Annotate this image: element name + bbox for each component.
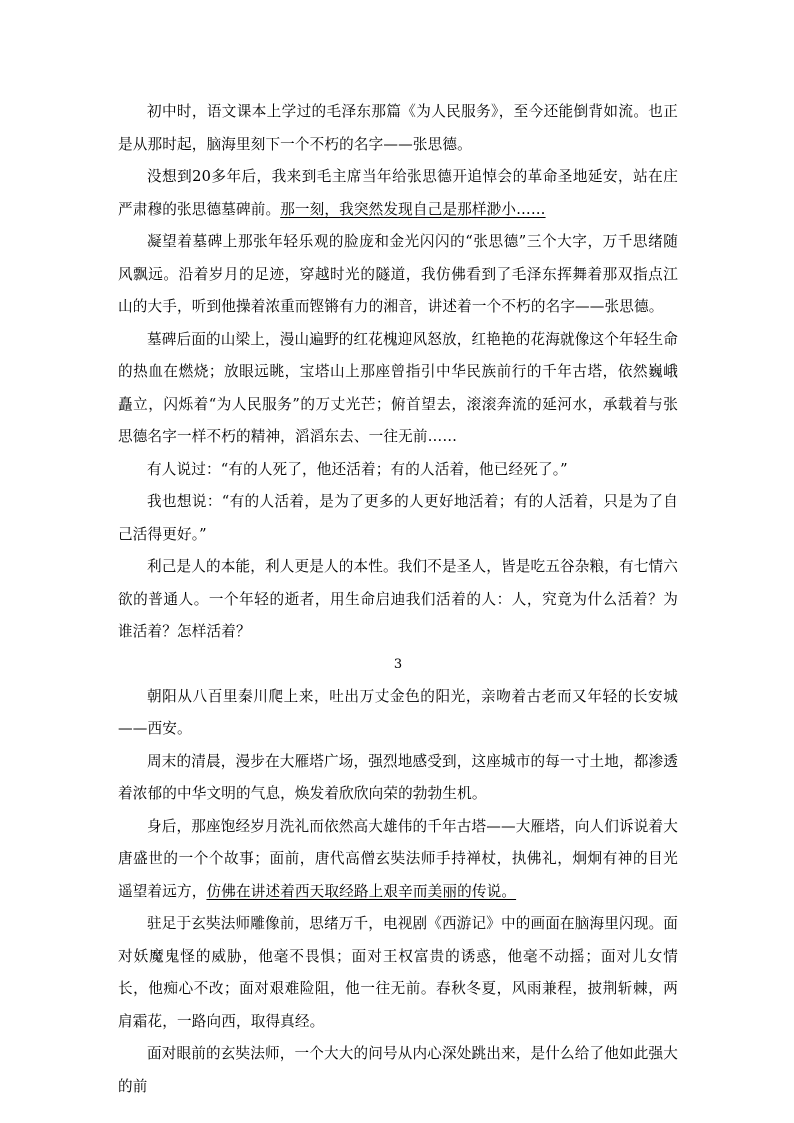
- paragraph: 利己是人的本能，利人更是人的本性。我们不是圣人，皆是吃五谷杂粮，有七情六欲的普通人。一个年轻的逝者，用生命启迪我们活着的人：人，究竟为什么活着？为谁活着？怎样活着？: [118, 558, 678, 640]
- paragraph: 朝阳从八百里秦川爬上来，吐出万丈金色的阳光，亲吻着古老而又年轻的长安城——西安。: [118, 687, 678, 737]
- paragraph: 凝望着墓碑上那张年轻乐观的脸庞和金光闪闪的“张思德”三个大字，万千思绪随风飘远。沿着岁月的足迹，穿越时光的隧道，我仿佛看到了毛泽东挥舞着那双指点江山的大手，听到他操着浓重而铿锵有力的湘音，讲述着一个不朽的名字——张思德。: [118, 233, 678, 315]
- paragraph: 驻足于玄奘法师雕像前，思绪万千，电视剧《西游记》中的画面在脑海里闪现。面对妖魔鬼怪的威胁，他毫不畏惧；面对王权富贵的诱惑，他毫不动摇；面对儿女情长，他痴心不改；面对艰难险阻，他一往无前。春秋冬夏，风雨兼程，披荆斩棘，两肩霜花，一路向西，取得真经。: [118, 915, 678, 1030]
- paragraph: 我也想说：“有的人活着，是为了更多的人更好地活着；有的人活着，只是为了自己活得更好。”: [118, 493, 678, 543]
- paragraph: 面对眼前的玄奘法师，一个大大的问号从内心深处跳出来，是什么给了他如此强大的前: [118, 1045, 678, 1095]
- paragraph: 初中时，语文课本上学过的毛泽东那篇《为人民服务》，至今还能倒背如流。也正是从那时起，脑海里刻下一个不朽的名字——张思德。: [118, 103, 678, 153]
- paragraph: 有人说过：“有的人死了，他还活着；有的人活着，他已经死了。”: [147, 460, 568, 478]
- paragraph: 墓碑后面的山梁上，漫山遍野的红花槐迎风怒放，红艳艳的花海就像这个年轻生命的热血在燃烧；放眼远眺，宝塔山上那座曾指引中华民族前行的千年古塔，依然巍峨矗立，闪烁着“为人民服务”的万丈光芒；俯首望去，滚滚奔流的延河水，承载着与张思德名字一样不朽的精神，滔滔东去、一往无前……: [118, 330, 678, 445]
- underlined-sentence: 仿佛在讲述着西天取经路上艰辛而美丽的传说。: [206, 882, 517, 900]
- underlined-sentence: 那一刻，我突然发现自己是那样渺小……: [280, 200, 546, 218]
- section-number: 3: [393, 656, 403, 672]
- document-body: [118, 96, 678, 1103]
- paragraph: 身后，那座饱经岁月洗礼而依然高大雄伟的千年古塔——大雁塔，向人们诉说着大唐盛世的一个个故事；面前，唐代高僧玄奘法师手持禅杖，执佛礼，炯炯有神的目光遥望着远方，仿佛在讲述着西天取经路上艰辛而美丽的传说。: [118, 817, 678, 900]
- paragraph: 没想到20多年后，我来到毛主席当年给张思德开追悼会的革命圣地延安，站在庄严肃穆的张思德墓碑前。那一刻，我突然发现自己是那样渺小……: [118, 168, 678, 218]
- paragraph: 周末的清晨，漫步在大雁塔广场，强烈地感受到，这座城市的每一寸土地，都渗透着浓郁的中华文明的气息，焕发着欣欣向荣的勃勃生机。: [118, 752, 678, 802]
